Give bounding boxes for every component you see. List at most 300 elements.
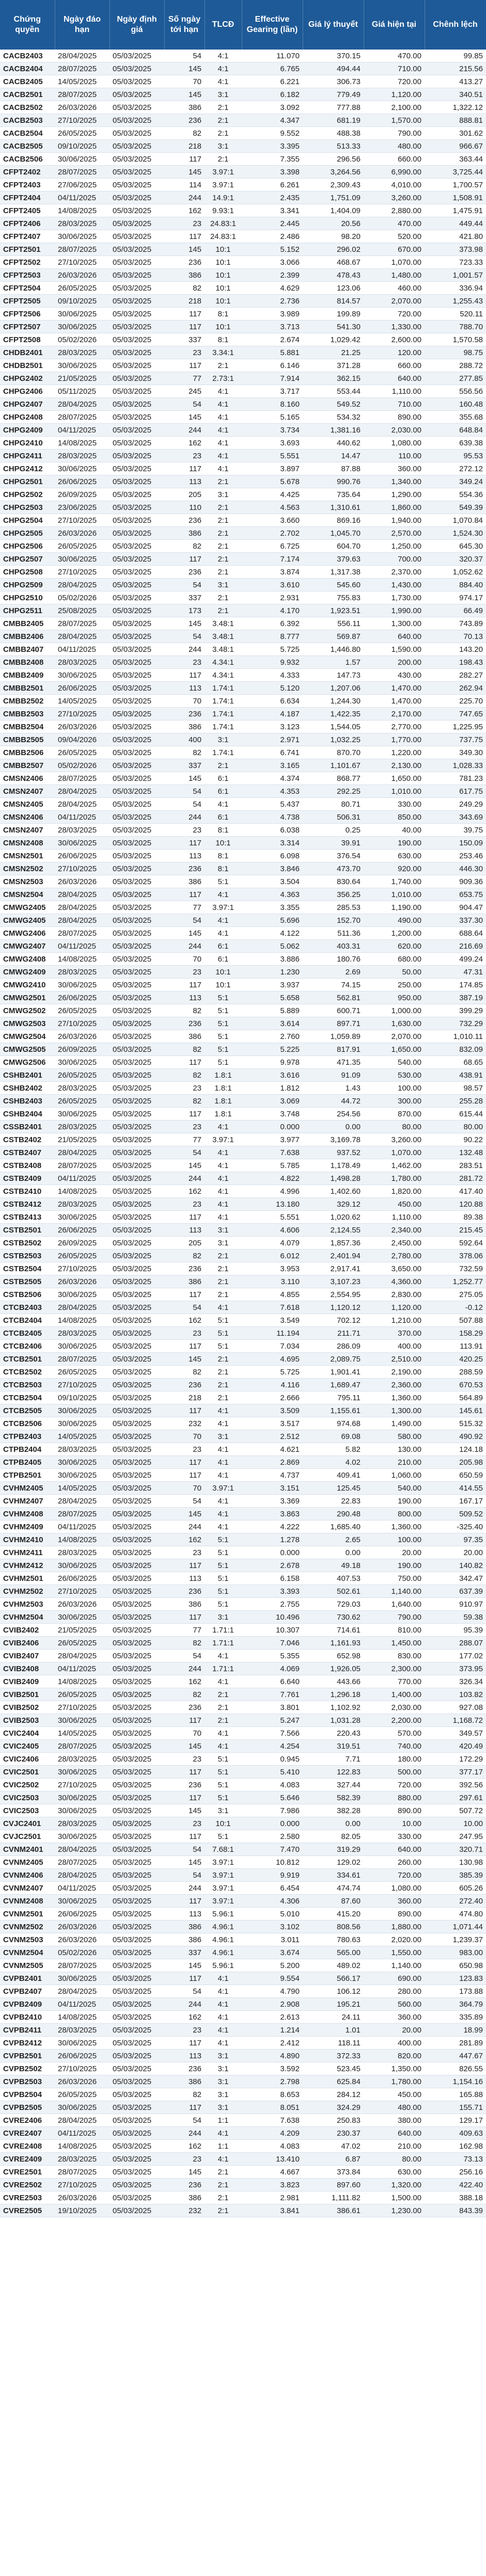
table-row[interactable] [0,372,486,385]
table-row[interactable] [0,630,486,643]
cell-theoretical-price: 91.09 [303,1069,364,1082]
cell-maturity-date: 30/06/2025 [55,1791,109,1804]
table-row[interactable] [0,1159,486,1172]
table-row[interactable] [0,1030,486,1043]
table-row[interactable] [0,1779,486,1791]
cell-conversion-ratio: 3:1 [205,579,242,591]
cell-difference: 615.44 [425,1108,486,1121]
table-row[interactable] [0,2153,486,2166]
table-row[interactable] [0,1895,486,1908]
table-row[interactable] [0,1572,486,1585]
cell-difference: 288.07 [425,1637,486,1650]
table-row[interactable] [0,1211,486,1224]
cell-difference: 123.83 [425,1972,486,1985]
table-row[interactable] [0,2114,486,2127]
header-warrant[interactable]: Chứng quyền [0,0,55,50]
table-row[interactable] [0,140,486,153]
table-row[interactable] [0,979,486,991]
cell-current-price: 1,740.00 [364,875,425,888]
table-row[interactable] [0,346,486,359]
cell-warrant-code: CVIC2503 [0,1791,55,1804]
table-row[interactable] [0,901,486,914]
table-row[interactable] [0,1533,486,1546]
table-row[interactable] [0,514,486,527]
table-row[interactable] [0,553,486,566]
cell-theoretical-price: 870.70 [303,746,364,759]
table-row[interactable] [0,785,486,798]
cell-days-to-maturity: 82 [164,1069,205,1082]
cell-theoretical-price: 1,926.05 [303,1662,364,1675]
cell-conversion-ratio: 2:1 [205,1366,242,1379]
cell-conversion-ratio: 4:1 [205,1211,242,1224]
table-row[interactable] [0,579,486,591]
cell-effective-gearing: 3.517 [242,1417,303,1430]
cell-theoretical-price: 541.30 [303,321,364,333]
cell-effective-gearing: 3.151 [242,1482,303,1495]
table-row[interactable] [0,643,486,656]
table-row[interactable] [0,1404,486,1417]
table-row[interactable] [0,1972,486,1985]
table-row[interactable] [0,1688,486,1701]
cell-effective-gearing: 3.610 [242,579,303,591]
table-row[interactable] [0,1237,486,1250]
table-row[interactable] [0,1185,486,1198]
table-row[interactable] [0,1662,486,1675]
table-row[interactable] [0,2075,486,2088]
table-row[interactable] [0,1985,486,1998]
cell-valuation-date: 05/03/2025 [109,617,164,630]
table-row[interactable] [0,2050,486,2062]
table-row[interactable] [0,269,486,282]
table-row[interactable] [0,437,486,450]
table-row[interactable] [0,1327,486,1340]
cell-maturity-date: 28/04/2025 [55,1495,109,1508]
table-row[interactable] [0,385,486,398]
header-days-to-maturity[interactable]: Số ngày tới hạn [164,0,205,50]
cell-maturity-date: 28/04/2025 [55,785,109,798]
table-row[interactable] [0,2191,486,2204]
cell-valuation-date: 05/03/2025 [109,2062,164,2075]
cell-effective-gearing: 6.741 [242,746,303,759]
table-row[interactable] [0,1830,486,1843]
table-row[interactable] [0,243,486,256]
cell-conversion-ratio: 3:1 [205,2062,242,2075]
cell-difference: 1,239.37 [425,1933,486,1946]
cell-maturity-date: 26/06/2025 [55,991,109,1004]
cell-maturity-date: 26/03/2026 [55,1030,109,1043]
table-row[interactable] [0,1288,486,1301]
table-row[interactable] [0,1430,486,1443]
table-row[interactable] [0,669,486,682]
table-row[interactable] [0,1559,486,1572]
cell-current-price: 2,070.00 [364,295,425,308]
cell-difference: 605.26 [425,1882,486,1895]
header-maturity-date[interactable]: Ngày đáo hạn [55,0,109,50]
table-row[interactable] [0,153,486,166]
cell-maturity-date: 28/07/2025 [55,1740,109,1753]
cell-valuation-date: 05/03/2025 [109,398,164,411]
cell-valuation-date: 05/03/2025 [109,114,164,127]
cell-difference: 256.16 [425,2166,486,2179]
table-row[interactable] [0,1469,486,1482]
cell-days-to-maturity: 117 [164,888,205,901]
cell-effective-gearing: 4.890 [242,2050,303,2062]
cell-current-price: 1,250.00 [364,540,425,553]
cell-effective-gearing: 3.748 [242,1108,303,1121]
cell-theoretical-price: 1,161.93 [303,1637,364,1650]
cell-difference: 95.39 [425,1624,486,1637]
cell-warrant-code: CVPB2410 [0,2011,55,2024]
cell-maturity-date: 28/04/2025 [55,1301,109,1314]
table-row[interactable] [0,772,486,785]
table-row[interactable] [0,617,486,630]
table-row[interactable] [0,1456,486,1469]
table-row[interactable] [0,50,486,62]
table-row[interactable] [0,837,486,850]
table-row[interactable] [0,1869,486,1882]
table-row[interactable] [0,953,486,966]
table-row[interactable] [0,1804,486,1817]
table-row[interactable] [0,295,486,308]
table-row[interactable] [0,862,486,875]
cell-days-to-maturity: 23 [164,1753,205,1766]
table-row[interactable] [0,2037,486,2050]
cell-days-to-maturity: 218 [164,1391,205,1404]
cell-valuation-date: 05/03/2025 [109,1624,164,1637]
table-row[interactable] [0,2204,486,2217]
table-row[interactable] [0,1017,486,1030]
table-row[interactable] [0,411,486,424]
table-row[interactable] [0,488,486,501]
table-row[interactable] [0,1521,486,1533]
cell-difference: 120.88 [425,1198,486,1211]
table-row[interactable] [0,1753,486,1766]
cell-theoretical-price: 1,178.49 [303,1159,364,1172]
cell-maturity-date: 26/03/2026 [55,1933,109,1946]
cell-days-to-maturity: 54 [164,1301,205,1314]
table-row[interactable] [0,1727,486,1740]
cell-days-to-maturity: 54 [164,630,205,643]
table-row[interactable] [0,798,486,811]
cell-warrant-code: CVHM2504 [0,1611,55,1624]
header-effective-gearing[interactable]: Effective Gearing (lần) [242,0,303,50]
table-row[interactable] [0,1598,486,1611]
header-theoretical-price[interactable]: Giá lý thuyết [303,0,364,50]
table-row[interactable] [0,1004,486,1017]
table-row[interactable] [0,1082,486,1095]
table-row[interactable] [0,359,486,372]
table-row[interactable] [0,1121,486,1133]
cell-warrant-code: CFPT2503 [0,269,55,282]
table-row[interactable] [0,591,486,604]
cell-conversion-ratio: 3.97:1 [205,1133,242,1146]
cell-days-to-maturity: 82 [164,1250,205,1262]
table-row[interactable] [0,914,486,927]
table-row[interactable] [0,695,486,708]
cell-valuation-date: 05/03/2025 [109,230,164,243]
table-row[interactable] [0,1262,486,1275]
table-row[interactable] [0,256,486,269]
table-row[interactable] [0,1379,486,1391]
table-row[interactable] [0,1340,486,1353]
table-row[interactable] [0,1198,486,1211]
table-row[interactable] [0,1921,486,1933]
table-row[interactable] [0,1314,486,1327]
cell-difference: 205.98 [425,1456,486,1469]
table-row[interactable] [0,1585,486,1598]
table-row[interactable] [0,682,486,695]
table-row[interactable] [0,733,486,746]
table-row[interactable] [0,1959,486,1972]
cell-theoretical-price: 1,207.06 [303,682,364,695]
cell-theoretical-price: 868.77 [303,772,364,785]
cell-conversion-ratio: 4:1 [205,411,242,424]
table-row[interactable] [0,501,486,514]
table-row[interactable] [0,540,486,553]
table-row[interactable] [0,1817,486,1830]
table-row[interactable] [0,166,486,179]
table-row[interactable] [0,88,486,101]
header-current-price[interactable]: Giá hiện tại [364,0,425,50]
cell-days-to-maturity: 236 [164,708,205,721]
cell-maturity-date: 26/03/2026 [55,875,109,888]
table-row[interactable] [0,1766,486,1779]
table-row[interactable] [0,2140,486,2153]
cell-valuation-date: 05/03/2025 [109,1172,164,1185]
cell-days-to-maturity: 337 [164,333,205,346]
cell-difference: 422.40 [425,2179,486,2191]
table-row[interactable] [0,2179,486,2191]
cell-theoretical-price: 373.84 [303,2166,364,2179]
table-row[interactable] [0,875,486,888]
table-row[interactable] [0,1933,486,1946]
table-row[interactable] [0,1740,486,1753]
table-row[interactable] [0,75,486,88]
table-row[interactable] [0,824,486,837]
table-row[interactable] [0,759,486,772]
table-row[interactable] [0,566,486,579]
cell-difference: 556.56 [425,385,486,398]
table-row[interactable] [0,1056,486,1069]
header-difference[interactable]: Chênh lệch [425,0,486,50]
cell-effective-gearing: 3.102 [242,1921,303,1933]
table-row[interactable] [0,2024,486,2037]
table-row[interactable] [0,308,486,321]
table-row[interactable] [0,2088,486,2101]
table-row[interactable] [0,1443,486,1456]
cell-warrant-code: CVIB2503 [0,1714,55,1727]
cell-maturity-date: 28/07/2025 [55,243,109,256]
table-row[interactable] [0,2166,486,2179]
table-row[interactable] [0,1108,486,1121]
cell-theoretical-price: 556.11 [303,617,364,630]
table-row[interactable] [0,1133,486,1146]
table-row[interactable] [0,62,486,75]
table-row[interactable] [0,1095,486,1108]
cell-conversion-ratio: 3:1 [205,88,242,101]
table-row[interactable] [0,1701,486,1714]
cell-current-price: 360.00 [364,2011,425,2024]
table-row[interactable] [0,2101,486,2114]
table-row[interactable] [0,1172,486,1185]
cell-current-price: 1,770.00 [364,733,425,746]
table-row[interactable] [0,1043,486,1056]
table-row[interactable] [0,2127,486,2140]
table-row[interactable] [0,656,486,669]
table-row[interactable] [0,811,486,824]
table-row[interactable] [0,927,486,940]
table-row[interactable] [0,1624,486,1637]
cell-effective-gearing: 4.563 [242,501,303,514]
cell-theoretical-price: 468.67 [303,256,364,269]
cell-conversion-ratio: 2:1 [205,1391,242,1404]
table-row[interactable] [0,127,486,140]
table-row[interactable] [0,604,486,617]
cell-effective-gearing: 1.812 [242,1082,303,1095]
table-row[interactable] [0,966,486,979]
table-row[interactable] [0,1637,486,1650]
table-row[interactable] [0,2062,486,2075]
cell-days-to-maturity: 162 [164,1533,205,1546]
cell-valuation-date: 05/03/2025 [109,1095,164,1108]
table-row[interactable] [0,1250,486,1262]
header-valuation-date[interactable]: Ngày định giá [109,0,164,50]
table-row[interactable] [0,1882,486,1895]
cell-days-to-maturity: 82 [164,1366,205,1379]
table-row[interactable] [0,321,486,333]
cell-current-price: 4,360.00 [364,1275,425,1288]
table-row[interactable] [0,450,486,462]
table-row[interactable] [0,991,486,1004]
table-row[interactable] [0,850,486,862]
cell-theoretical-price: 409.41 [303,1469,364,1482]
table-row[interactable] [0,230,486,243]
cell-effective-gearing: 5.010 [242,1908,303,1921]
table-row[interactable] [0,1843,486,1856]
cell-theoretical-price: 230.37 [303,2127,364,2140]
cell-valuation-date: 05/03/2025 [109,462,164,475]
table-row[interactable] [0,475,486,488]
table-row[interactable] [0,204,486,217]
table-row[interactable] [0,1675,486,1688]
table-row[interactable] [0,1275,486,1288]
table-row[interactable] [0,101,486,114]
table-row[interactable] [0,1353,486,1366]
table-row[interactable] [0,888,486,901]
table-row[interactable] [0,1391,486,1404]
table-row[interactable] [0,462,486,475]
table-row[interactable] [0,1508,486,1521]
table-row[interactable] [0,1611,486,1624]
table-row[interactable] [0,1546,486,1559]
cell-theoretical-price: 1,901.41 [303,1366,364,1379]
cell-theoretical-price: 1,020.62 [303,1211,364,1224]
table-row[interactable] [0,940,486,953]
table-row[interactable] [0,1417,486,1430]
cell-valuation-date: 05/03/2025 [109,1250,164,1262]
cell-conversion-ratio: 4:1 [205,385,242,398]
cell-maturity-date: 28/07/2025 [55,617,109,630]
table-row[interactable] [0,1856,486,1869]
cell-difference: 355.68 [425,411,486,424]
table-row[interactable] [0,1946,486,1959]
cell-difference: 124.18 [425,1443,486,1456]
cell-warrant-code: CVIB2501 [0,1688,55,1701]
cell-effective-gearing: 3.977 [242,1133,303,1146]
table-row[interactable] [0,1714,486,1727]
cell-maturity-date: 28/04/2025 [55,2114,109,2127]
table-row[interactable] [0,1366,486,1379]
cell-current-price: 640.00 [364,2127,425,2140]
table-row[interactable] [0,2011,486,2024]
table-row[interactable] [0,1650,486,1662]
cell-valuation-date: 05/03/2025 [109,475,164,488]
table-header-row [0,0,486,50]
cell-conversion-ratio: 10:1 [205,269,242,282]
table-row[interactable] [0,1998,486,2011]
table-row[interactable] [0,282,486,295]
cell-conversion-ratio: 2:1 [205,514,242,527]
table-row[interactable] [0,191,486,204]
table-row[interactable] [0,114,486,127]
table-row[interactable] [0,527,486,540]
table-row[interactable] [0,398,486,411]
cell-days-to-maturity: 145 [164,1353,205,1366]
cell-days-to-maturity: 236 [164,1262,205,1275]
cell-maturity-date: 27/10/2025 [55,2179,109,2191]
cell-theoretical-price: 180.76 [303,953,364,966]
cell-conversion-ratio: 5:1 [205,1056,242,1069]
cell-warrant-code: CHPG2411 [0,450,55,462]
cell-current-price: 540.00 [364,1482,425,1495]
table-row[interactable] [0,333,486,346]
cell-valuation-date: 05/03/2025 [109,1030,164,1043]
table-row[interactable] [0,1146,486,1159]
cell-maturity-date: 28/04/2025 [55,1869,109,1882]
cell-days-to-maturity: 54 [164,1650,205,1662]
cell-valuation-date: 05/03/2025 [109,1817,164,1830]
table-row[interactable] [0,721,486,733]
table-row[interactable] [0,1908,486,1921]
cell-valuation-date: 05/03/2025 [109,411,164,424]
table-row[interactable] [0,1224,486,1237]
table-row[interactable] [0,1791,486,1804]
table-row[interactable] [0,1069,486,1082]
table-row[interactable] [0,1301,486,1314]
cell-difference: 387.19 [425,991,486,1004]
cell-days-to-maturity: 23 [164,450,205,462]
table-row[interactable] [0,746,486,759]
table-row[interactable] [0,217,486,230]
cell-current-price: 1,330.00 [364,321,425,333]
table-row[interactable] [0,424,486,437]
cell-warrant-code: CHPG2406 [0,385,55,398]
table-row[interactable] [0,1495,486,1508]
cell-maturity-date: 14/05/2025 [55,1482,109,1495]
cell-current-price: 1,990.00 [364,604,425,617]
cell-difference: 1,255.43 [425,295,486,308]
cell-warrant-code: CMSN2504 [0,888,55,901]
cell-current-price: 2,510.00 [364,1353,425,1366]
table-row[interactable] [0,708,486,721]
cell-effective-gearing: 3.549 [242,1314,303,1327]
table-row[interactable] [0,179,486,191]
cell-maturity-date: 14/08/2025 [55,437,109,450]
table-row[interactable] [0,1482,486,1495]
cell-days-to-maturity: 82 [164,540,205,553]
header-conversion-ratio[interactable]: TLCĐ [205,0,242,50]
cell-theoretical-price: 600.71 [303,1004,364,1017]
